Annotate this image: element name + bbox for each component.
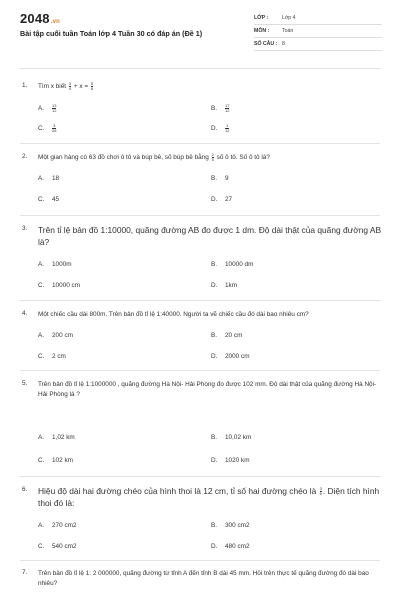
question-text: Trên bản đồ tỉ lệ 1: 2 000000, quãng đường từ tỉnh A đến tỉnh B dài 45 mm. Hỏi trên thực tế quãng đường đó dài bao nhiêu? <box>38 570 369 587</box>
option-text: 1020 km <box>225 457 250 464</box>
meta-key: MÔN : <box>254 28 270 34</box>
fraction <box>52 104 56 113</box>
fraction-numerator: 3 <box>53 123 56 128</box>
option-label: A. <box>38 522 45 529</box>
option-a[interactable] <box>38 522 77 529</box>
fraction <box>225 104 229 113</box>
fraction-denominator: 12 <box>52 108 57 113</box>
question-number: 6. <box>22 486 28 493</box>
fraction-numerator: 2 <box>211 152 214 157</box>
fraction-denominator: 5 <box>211 157 214 162</box>
option-c[interactable] <box>38 543 77 550</box>
option-text: 10,02 km <box>225 434 252 441</box>
divider <box>20 68 380 69</box>
meta-row-count <box>254 39 382 51</box>
divider <box>20 476 380 477</box>
option-b[interactable] <box>211 522 250 529</box>
divider <box>20 215 380 216</box>
option-label: D. <box>211 125 218 133</box>
worksheet-title: Bài tập cuối tuần Toán lớp 4 Tuần 30 có đáp án (Đề 1) <box>20 29 203 38</box>
option-text: 300 cm2 <box>225 522 250 529</box>
option-c[interactable] <box>38 196 59 203</box>
fraction-denominator: 12 <box>225 108 230 113</box>
option-text: 27 <box>225 196 233 203</box>
worksheet-header <box>0 0 400 64</box>
meta-row-subject <box>254 26 382 38</box>
option-text: 2000 cm <box>225 353 250 360</box>
option-text: 1km <box>225 282 238 289</box>
question-text-prefix: Một gian hàng có 63 đồ chơi ô tô và búp bê, số búp bê bằng <box>38 154 209 162</box>
option-label: B. <box>211 261 218 268</box>
fraction-numerator: 1 <box>226 123 229 128</box>
fraction <box>91 82 93 91</box>
option-text: 1000m <box>52 261 72 268</box>
option-a[interactable] <box>38 434 75 441</box>
option-label: A. <box>38 261 45 268</box>
question-text <box>38 153 383 163</box>
worksheet-meta <box>254 13 382 52</box>
option-label: D. <box>211 353 218 360</box>
site-logo[interactable] <box>20 11 60 26</box>
fraction-numerator: 3 <box>319 486 322 492</box>
question-text: Trên tỉ lệ bản đồ 1:10000, quãng đường AB đo được 1 dm. Độ dài thật của quãng đường AB là? <box>38 225 382 247</box>
meta-key: SỐ CÂU : <box>254 41 278 47</box>
option-d[interactable] <box>211 124 229 133</box>
option-label: D. <box>211 196 218 203</box>
fraction-denominator: 5 <box>319 491 322 497</box>
option-text: 200 cm <box>52 332 73 339</box>
option-label: D. <box>211 543 218 550</box>
option-text: 10000 cm <box>52 282 81 289</box>
divider <box>20 370 380 371</box>
option-a[interactable] <box>38 332 73 339</box>
question-text-prefix: Hiệu độ dài hai đường chéo của hình thoi là 12 cm, tỉ số hai đường chéo là <box>38 486 317 496</box>
option-label: C. <box>38 125 45 133</box>
option-text: 480 cm2 <box>225 543 250 550</box>
question-number: 4. <box>22 310 28 317</box>
option-label: A. <box>38 175 45 182</box>
fraction-numerator: 3 <box>68 81 72 86</box>
fraction-numerator: 13 <box>52 103 57 108</box>
divider <box>20 143 380 144</box>
meta-value: Lớp 4 <box>282 15 296 21</box>
meta-key: LỚP : <box>254 15 269 21</box>
fraction-numerator: 17 <box>225 103 230 108</box>
fraction <box>52 124 56 133</box>
question-number: 2. <box>22 153 28 160</box>
option-label: D. <box>211 457 218 464</box>
meta-value: Toán <box>282 28 294 34</box>
fraction <box>225 124 229 133</box>
fraction-denominator: 12 <box>225 128 230 133</box>
fraction-numerator: 5 <box>90 81 94 86</box>
divider <box>20 300 380 301</box>
logo-suffix: .vn <box>50 19 61 25</box>
question-text <box>38 82 383 92</box>
question-text: Trên bản đồ tỉ lệ 1:1000000 , quãng đường Hà Nội- Hải Phòng đo được 102 mm. Độ dài thật của quãng đường Hà Nội- Hải Phòng là ? <box>38 381 377 398</box>
fraction <box>320 487 322 496</box>
option-label: C. <box>38 543 45 550</box>
option-c[interactable] <box>38 353 66 360</box>
question-number: 1. <box>22 82 28 89</box>
option-text: 9 <box>225 175 229 182</box>
fraction-denominator: 26 <box>52 128 57 133</box>
option-label: C. <box>38 457 45 464</box>
option-label: C. <box>38 196 45 203</box>
logo-text: 2048 <box>20 11 50 26</box>
option-text: 270 cm2 <box>52 522 77 529</box>
question-text-suffix: số ô tô. Số ô tô là? <box>216 154 270 162</box>
option-b[interactable] <box>211 175 229 182</box>
fraction <box>212 153 214 162</box>
option-d[interactable] <box>211 196 232 203</box>
option-text: 20 cm <box>225 332 243 339</box>
option-a[interactable] <box>38 104 56 113</box>
option-d[interactable] <box>211 282 237 289</box>
option-a[interactable] <box>38 261 72 268</box>
option-d[interactable] <box>211 353 250 360</box>
option-label: C. <box>38 353 45 360</box>
option-label: B. <box>211 434 218 441</box>
option-c[interactable] <box>38 124 56 133</box>
option-text: 1,02 km <box>52 434 75 441</box>
option-text: 2 cm <box>52 353 66 360</box>
meta-row-class <box>254 13 382 25</box>
option-label: B. <box>211 522 218 529</box>
question-text: Một chiếc cầu dài 800m. Trên bản đồ tỉ lệ 1:40000. Người ta vẽ chiếc cầu đó dài bao nhiêu cm? <box>38 311 309 318</box>
option-label: A. <box>38 332 45 339</box>
option-c[interactable] <box>38 457 73 464</box>
fraction <box>69 82 71 91</box>
option-label: D. <box>211 282 218 289</box>
fraction-denominator: 4 <box>68 86 72 91</box>
option-text: 10000 dm <box>225 261 254 268</box>
question-text-suffix: . Diện tích hình thoi đó là: <box>38 486 380 508</box>
option-label: B. <box>211 105 218 113</box>
option-text: 45 <box>52 196 60 203</box>
option-text: 18 <box>52 175 60 182</box>
question-operator: + x = <box>73 83 89 91</box>
option-b[interactable] <box>211 104 229 113</box>
option-label: A. <box>38 105 45 113</box>
option-label: C. <box>38 282 45 289</box>
question-number: 5. <box>22 380 28 387</box>
question-text-prefix: Tìm x biết <box>38 83 67 91</box>
option-label: B. <box>211 175 218 182</box>
option-label: B. <box>211 332 218 339</box>
option-b[interactable] <box>211 332 242 339</box>
fraction-denominator: 6 <box>90 86 94 91</box>
option-text: 540 cm2 <box>52 543 77 550</box>
meta-value: 8 <box>282 41 285 47</box>
question-number: 7. <box>22 569 28 576</box>
option-label: A. <box>38 434 45 441</box>
option-b[interactable] <box>211 261 253 268</box>
option-d[interactable] <box>211 457 250 464</box>
divider <box>20 560 380 561</box>
question-number: 3. <box>22 225 28 232</box>
option-c[interactable] <box>38 282 80 289</box>
option-text: 102 km <box>52 457 73 464</box>
option-b[interactable] <box>211 434 251 441</box>
option-d[interactable] <box>211 543 250 550</box>
question-text <box>38 485 383 509</box>
option-a[interactable] <box>38 175 59 182</box>
